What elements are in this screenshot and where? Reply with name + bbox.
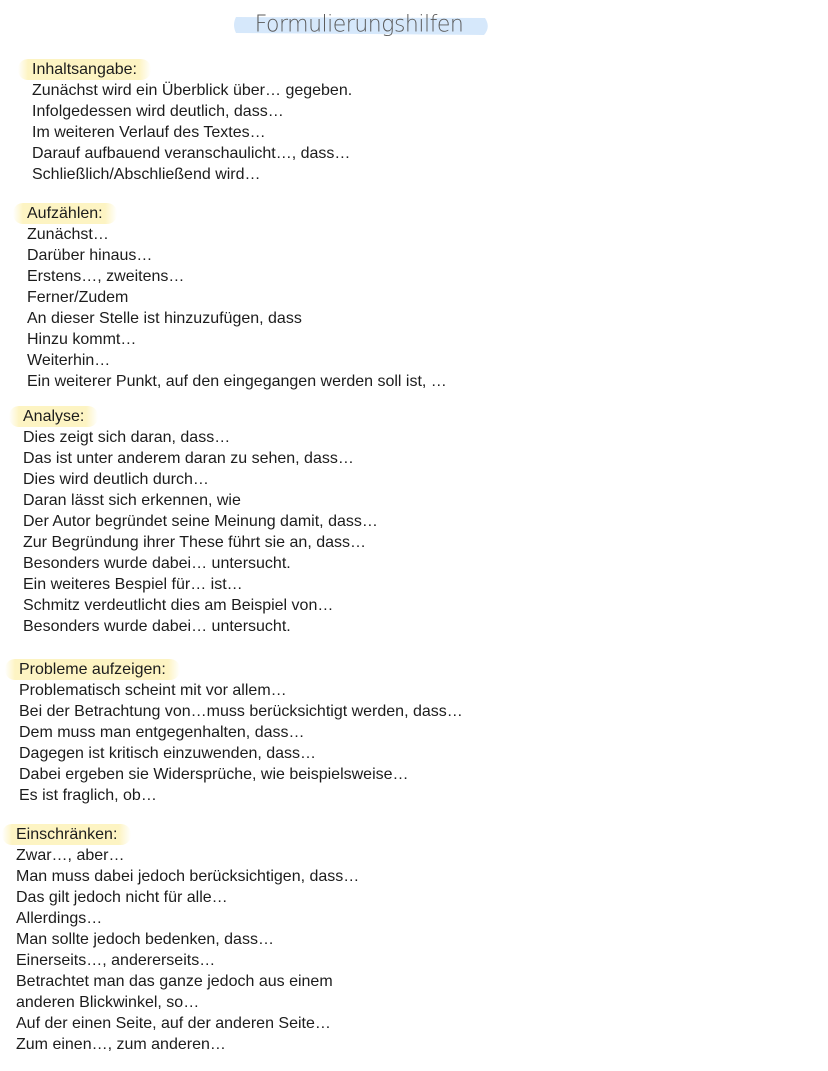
section-heading: Inhaltsangabe:: [18, 59, 151, 80]
phrase-line: Daran lässt sich erkennen, wie: [23, 492, 241, 509]
phrase-line: Darüber hinaus…: [27, 247, 153, 264]
section-inhaltsangabe: [32, 59, 352, 185]
section-probleme-aufzeigen: [19, 659, 463, 806]
phrase-line: Zunächst…: [27, 226, 109, 243]
phrase-line: Problematisch scheint mit vor allem…: [19, 682, 287, 699]
phrase-line: An dieser Stelle ist hinzuzufügen, dass: [27, 310, 302, 327]
phrase-line: Zunächst wird ein Überblick über… gegeben.: [32, 82, 353, 99]
phrase-line: Dies zeigt sich daran, dass…: [23, 429, 231, 446]
phrase-line: Zur Begründung ihrer These führt sie an, dass…: [23, 534, 366, 551]
section-einschraenken: [16, 824, 359, 1055]
section-heading: Probleme aufzeigen:: [5, 659, 180, 680]
phrase-line: Besonders wurde dabei… untersucht.: [23, 555, 291, 572]
section-heading: Einschränken:: [2, 824, 131, 845]
phrase-line: Dabei ergeben sie Widersprüche, wie beispielsweise…: [19, 766, 409, 783]
phrase-line: Hinzu kommt…: [27, 331, 137, 348]
phrase-line: Infolgedessen wird deutlich, dass…: [32, 103, 284, 120]
phrase-line: Einerseits…, andererseits…: [16, 952, 216, 969]
phrase-line: Im weiteren Verlauf des Textes…: [32, 124, 266, 141]
phrase-line: Das ist unter anderem daran zu sehen, dass…: [23, 450, 354, 467]
section-analyse: [23, 406, 378, 637]
phrase-line: Auf der einen Seite, auf der anderen Seite…: [16, 1015, 331, 1032]
phrase-line: anderen Blickwinkel, so…: [16, 994, 200, 1011]
phrase-line: Schmitz verdeutlicht dies am Beispiel von…: [23, 597, 334, 614]
page-title-block: [226, 8, 492, 42]
phrase-line: Dem muss man entgegenhalten, dass…: [19, 724, 305, 741]
phrase-line: Das gilt jedoch nicht für alle…: [16, 889, 228, 906]
phrase-line: Darauf aufbauend veranschaulicht…, dass…: [32, 145, 351, 162]
phrase-line: Allerdings…: [16, 910, 103, 927]
phrase-line: Dagegen ist kritisch einzuwenden, dass…: [19, 745, 317, 762]
phrase-line: Dies wird deutlich durch…: [23, 471, 209, 488]
section-heading: Analyse:: [9, 406, 98, 427]
phrase-line: Es ist fraglich, ob…: [19, 787, 157, 804]
phrase-line: Besonders wurde dabei… untersucht.: [23, 618, 291, 635]
page-title: Formulierungshilfen: [254, 11, 464, 38]
phrase-line: Bei der Betrachtung von…muss berücksichtigt werden, dass…: [19, 703, 463, 720]
phrase-line: Man sollte jedoch bedenken, dass…: [16, 931, 274, 948]
phrase-line: Ferner/Zudem: [27, 289, 129, 306]
phrase-line: Betrachtet man das ganze jedoch aus einem: [16, 973, 333, 990]
phrase-line: Man muss dabei jedoch berücksichtigen, dass…: [16, 868, 360, 885]
phrase-line: Zwar…, aber…: [16, 847, 125, 864]
phrase-line: Ein weiteres Bespiel für… ist…: [23, 576, 243, 593]
phrase-line: Ein weiterer Punkt, auf den eingegangen werden soll ist, …: [27, 373, 447, 390]
phrase-line: Erstens…, zweitens…: [27, 268, 185, 285]
phrase-line: Schließlich/Abschließend wird…: [32, 166, 261, 183]
phrase-line: Der Autor begründet seine Meinung damit, dass…: [23, 513, 378, 530]
section-heading: Aufzählen:: [13, 203, 117, 224]
phrase-line: Weiterhin…: [27, 352, 111, 369]
phrase-line: Zum einen…, zum anderen…: [16, 1036, 226, 1053]
section-aufzaehlen: [27, 203, 447, 392]
